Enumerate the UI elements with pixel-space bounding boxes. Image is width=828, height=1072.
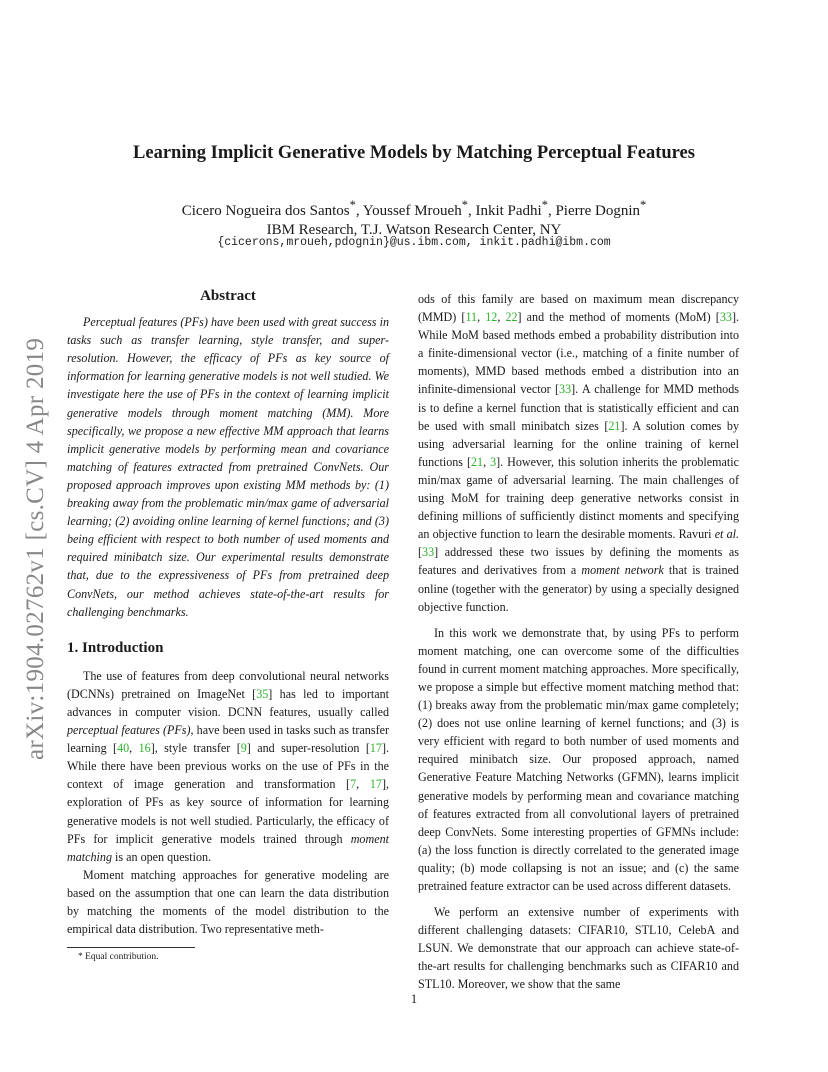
intro-paragraph-3: In this work we demonstrate that, by using PFs to perform moment matching, one can overcome some of the difficulties found in current moment matching approaches. More specifically, we propose a simple but effective moment matching method that: (1) breaks away from the problematic min/max game completely; (2) does not use online learning of kernel functions; and (3) is very efficient with regard to both number of used moments and required minibatch size. Our proposed approach, named Generative Feature Matching Networks (GFMN), learns implicit generative models by performing mean and covariance matching of features extracted from all convolutional layers of pretrained deep ConvNets. Some interesting properties of GFMNs include: (a) the loss function is directly correlated to the generated image quality; (b) mode collapsing is not an issue; and (c) the same pretrained feature extractor can be used across different datasets. — [418, 625, 739, 893]
author-list: Cicero Nogueira dos Santos*, Youssef Mroueh*, Inkit Padhi*, Pierre Dognin* — [181, 198, 647, 219]
page-number: 1 — [410, 992, 418, 1006]
citation-link[interactable]: 9 — [240, 741, 247, 756]
citation-link[interactable]: 11 — [465, 310, 478, 325]
footnote: * Equal contribution. — [78, 952, 159, 962]
affiliation: IBM Research, T.J. Watson Research Center, NY — [266, 222, 562, 238]
citation-link[interactable]: 33 — [719, 310, 732, 325]
author-block — [0, 196, 828, 240]
abstract-text: Perceptual features (PFs) have been used with great success in tasks such as transfer learning, style transfer, and super-resolution. However, the efficacy of PFs as key source of information for learning generative models is not well studied. We investigate here the use of PFs in the context of learning implicit generative models through moment matching (MM). More specifically, we propose a new effective MM approach that learns implicit generative models by performing mean and covariance matching of features extracted from pretrained ConvNets. Our proposed approach improves upon existing MM methods by: (1) breaking away from the problematic min/max game of adversarial learning; (2) avoiding online learning of kernel functions; and (3) being efficient with respect to both number of used moments and required minibatch size. Our experimental results demonstrate that, due to the expressiveness of PFs from pretrained deep ConvNets, our method achieves state-of-the-art results for challenging benchmarks. — [67, 315, 389, 619]
citation-link[interactable]: 33 — [559, 382, 572, 397]
citation-link[interactable]: 17 — [369, 741, 382, 756]
citation-link[interactable]: 16 — [138, 741, 151, 756]
paper-title: Learning Implicit Generative Models by Matching Perceptual Features — [133, 143, 695, 163]
intro-paragraph-2-continued: ods of this family are based on maximum mean discrepancy (MMD) [11, 12, 22] and the method of moments (MoM) [33]. While MoM based methods embed a probability distribution into a finite-dimensional vector (i.e., matching of a finite number of moments), MMD based methods embed a distribution into an infinite-dimensional vector [33]. A challenge for MMD methods is to define a kernel function that is statistically efficient and can be used with small minibatch sizes [21]. A solution comes by using adversarial learning for the online training of kernel functions [21, 3]. However, this solution inherits the problematic min/max game of adversarial learning. The main challenges of using MoM for training deep generative networks consist in defining millions of sufficiently distinct moments and specifying an objective function to learn the desirable moments. Ravuri et al. [33] addressed these two issues by defining the moments as features and derivatives from a moment network that is trained online (together with the generator) by using a specially designed objective function. — [418, 292, 740, 614]
introduction-heading: 1. Introduction — [67, 639, 164, 656]
citation-link[interactable]: 40 — [117, 741, 130, 756]
citation-link[interactable]: 22 — [505, 310, 518, 325]
author-emails: {cicerons,mroueh,pdognin}@us.ibm.com, inkit.padhi@ibm.com — [217, 236, 611, 249]
citation-link[interactable]: 3 — [490, 454, 497, 469]
arxiv-identifier: arXiv:1904.02762v1 [cs.CV] 4 Apr 2019 — [22, 337, 49, 760]
citation-link[interactable]: 12 — [485, 310, 498, 325]
citation-link[interactable]: 21 — [471, 454, 484, 469]
citation-link[interactable]: 21 — [608, 418, 621, 433]
citation-link[interactable]: 17 — [369, 777, 382, 792]
citation-link[interactable]: 7 — [350, 777, 357, 792]
intro-paragraph-2: Moment matching approaches for generative modeling are based on the assumption that one can learn the data distribution by matching the moments of the model distribution to the empirical data distribution. Two representative meth- — [67, 867, 389, 937]
left-column — [67, 287, 389, 938]
right-column — [418, 290, 739, 994]
citation-link[interactable]: 35 — [256, 686, 269, 701]
citation-link[interactable]: 33 — [422, 545, 435, 560]
abstract-heading: Abstract — [200, 288, 256, 304]
intro-paragraph-4: We perform an extensive number of experiments with different challenging datasets: CIFAR10, STL10, CelebA and LSUN. We demonstrate that our approach can achieve state-of-the-art results for challenging benchmarks such as CIFAR10 and STL10. Moreover, we show that the same — [418, 905, 739, 992]
footnote-divider — [67, 947, 195, 948]
intro-paragraph-1: The use of features from deep convolutional neural networks (DCNNs) pretrained on ImageNet [35] has led to important advances in computer vision. DCNN features, usually called perceptual features (PFs), have been used in tasks such as transfer learning [40, 16], style transfer [9] and super-resolution [17]. While there have been previous works on the use of PFs in the context of image generation and transformation [7, 17], exploration of PFs as key source of information for learning generative models is not well studied. Particularly, the efficacy of PFs for implicit generative models trained through moment matching is an open question. — [67, 668, 390, 864]
